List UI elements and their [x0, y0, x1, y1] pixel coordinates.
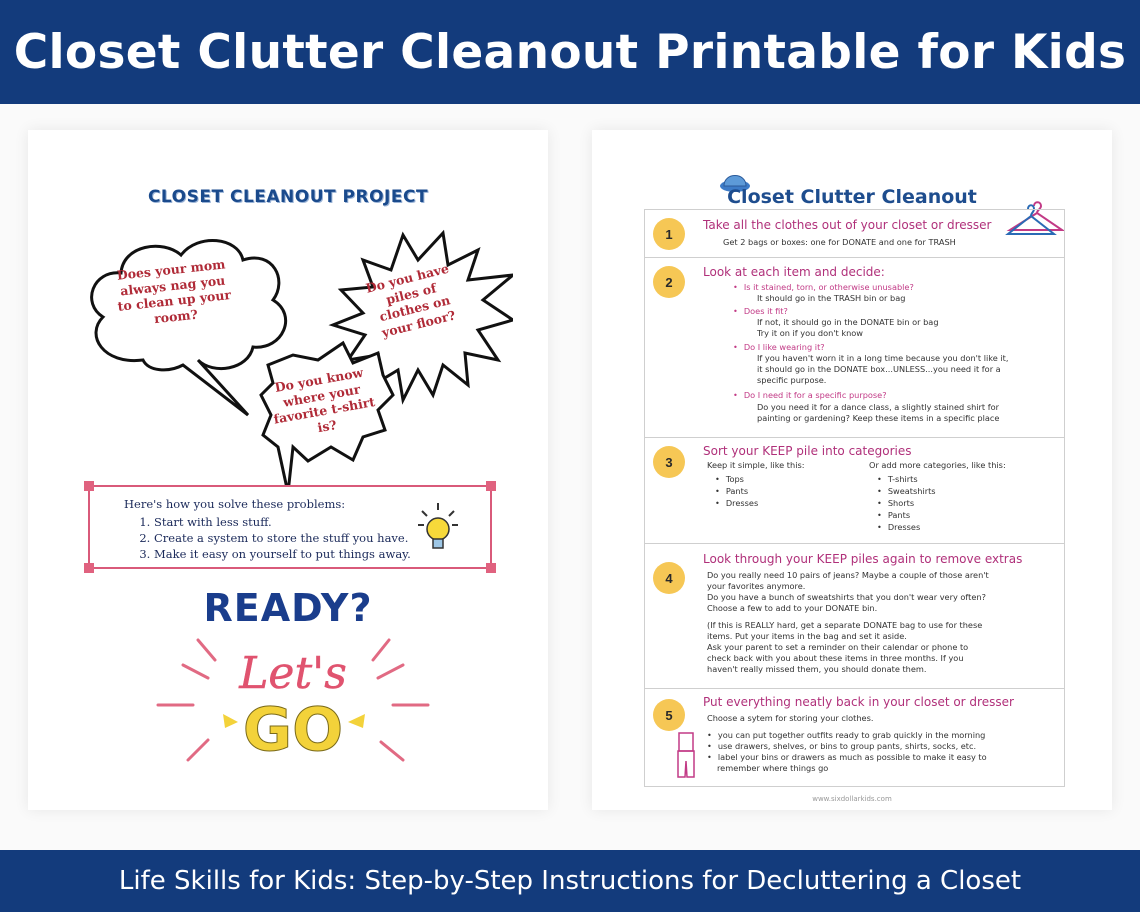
box-corner: [84, 563, 94, 573]
category-item: • Shorts: [877, 498, 914, 509]
question-text: • Is it stained, torn, or otherwise unusable?: [733, 282, 914, 293]
category-item: • T-shirts: [877, 474, 918, 485]
box-corner: [486, 481, 496, 491]
step-text: Ask your parent to set a reminder on their calendar or phone to: [707, 642, 969, 652]
step-text: items. Put your items in the bag and set it aside.: [707, 631, 907, 641]
question-text: • Do I like wearing it?: [733, 342, 825, 353]
answer-text: Try it on if you don't know: [757, 328, 863, 338]
step-number-badge: 2: [653, 266, 685, 298]
step-row: [645, 438, 1064, 544]
solution-item: 2. Create a system to store the stuff you have.: [154, 530, 411, 546]
step-bullet: • label your bins or drawers as much as possible to make it easy to: [707, 752, 987, 763]
lets-script-text: Let's: [239, 648, 347, 699]
step-number-badge: 3: [653, 446, 685, 478]
go-block-text: GO: [242, 695, 344, 765]
solutions-box: [88, 485, 492, 569]
step-text: check back with you about these items in three months. If you: [707, 653, 964, 663]
step-number-badge: 4: [653, 562, 685, 594]
left-page-title: CLOSET CLEANOUT PROJECT: [147, 187, 429, 207]
category-item: • Dresses: [715, 498, 758, 509]
step-heading: Look at each item and decide:: [703, 265, 885, 279]
step-number-badge: 1: [653, 218, 685, 250]
category-item: • Tops: [715, 474, 744, 485]
step-row: [645, 544, 1064, 689]
step-text: Choose a few to add to your DONATE bin.: [707, 603, 878, 613]
ready-heading: READY?: [203, 586, 373, 630]
step-text: haven't really missed them, you should donate them.: [707, 664, 927, 674]
right-page-preview: [592, 130, 1112, 810]
answer-text: it should go in the DONATE box...UNLESS...you need it for a: [757, 364, 1001, 374]
steps-table: [644, 209, 1065, 787]
answer-text: If not, it should go in the DONATE bin or bag: [757, 317, 939, 327]
page-subtitle: Life Skills for Kids: Step-by-Step Instructions for Decluttering a Closet: [118, 866, 1022, 896]
question-text: • Does it fit?: [733, 306, 788, 317]
category-item: • Pants: [715, 486, 748, 497]
answer-text: If you haven't worn it in a long time because you don't like it,: [757, 353, 1009, 363]
solution-item: 1. Start with less stuff.: [154, 514, 411, 530]
bubble-text-piles: Do you have piles of clothes on your floor?: [364, 260, 457, 341]
step-heading: Put everything neatly back in your closet or dresser: [703, 695, 1014, 709]
category-item: • Dresses: [877, 522, 920, 533]
step-text: Choose a sytem for storing your clothes.: [707, 713, 874, 723]
header-banner: [0, 0, 1140, 104]
step-row: [645, 258, 1064, 438]
overalls-icon: [675, 731, 697, 779]
step-text: (If this is REALLY hard, get a separate DONATE bag to use for these: [707, 620, 983, 630]
right-page-title: Closet Clutter Cleanout: [727, 186, 977, 208]
answer-text: specific purpose.: [757, 375, 827, 385]
question-text: • Do I need it for a specific purpose?: [733, 390, 887, 401]
step-text: Get 2 bags or boxes: one for DONATE and one for TRASH: [723, 237, 956, 247]
step-row: [645, 210, 1064, 258]
answer-text: Do you need it for a dance class, a slightly stained shirt for: [757, 402, 999, 412]
step-number-badge: 5: [653, 699, 685, 731]
step-text: Do you have a bunch of sweatshirts that you don't wear very often?: [707, 592, 986, 602]
page-title: Closet Clutter Cleanout Printable for Kids: [13, 24, 1127, 80]
footer-banner: [0, 850, 1140, 912]
step-text: remember where things go: [717, 763, 829, 773]
source-url-text: www.sixdollarkids.com: [812, 795, 892, 803]
bubble-text-tshirt: Do you know where your favorite t-shirt is?: [272, 364, 377, 436]
step-bullet: • use drawers, shelves, or bins to group pants, shirts, socks, etc.: [707, 741, 976, 752]
solutions-heading: Here's how you solve these problems:: [124, 497, 346, 511]
bubble-text-nag: Does your mom always nag you to clean up your room?: [116, 256, 232, 326]
step-row: [645, 689, 1064, 788]
solutions-list: [138, 514, 411, 562]
box-corner: [486, 563, 496, 573]
answer-text: It should go in the TRASH bin or bag: [757, 293, 906, 303]
category-col-title: Or add more categories, like this:: [869, 460, 1006, 470]
lightbulb-icon: [416, 501, 460, 557]
solution-item: 3. Make it easy on yourself to put things away.: [154, 546, 411, 562]
answer-text: painting or gardening? Keep these items in a specific place: [757, 413, 1000, 423]
category-col-title: Keep it simple, like this:: [707, 460, 805, 470]
box-corner: [84, 481, 94, 491]
lets-go-graphic: [153, 610, 433, 770]
step-heading: Take all the clothes out of your closet or dresser: [703, 218, 992, 232]
category-item: • Sweatshirts: [877, 486, 936, 497]
step-text: your favorites anymore.: [707, 581, 806, 591]
step-heading: Sort your KEEP pile into categories: [703, 444, 912, 458]
category-item: • Pants: [877, 510, 910, 521]
left-page-preview: [28, 130, 548, 810]
step-heading: Look through your KEEP piles again to remove extras: [703, 552, 1023, 566]
step-bullet: • you can put together outfits ready to grab quickly in the morning: [707, 730, 985, 741]
step-text: Do you really need 10 pairs of jeans? Maybe a couple of those aren't: [707, 570, 989, 580]
